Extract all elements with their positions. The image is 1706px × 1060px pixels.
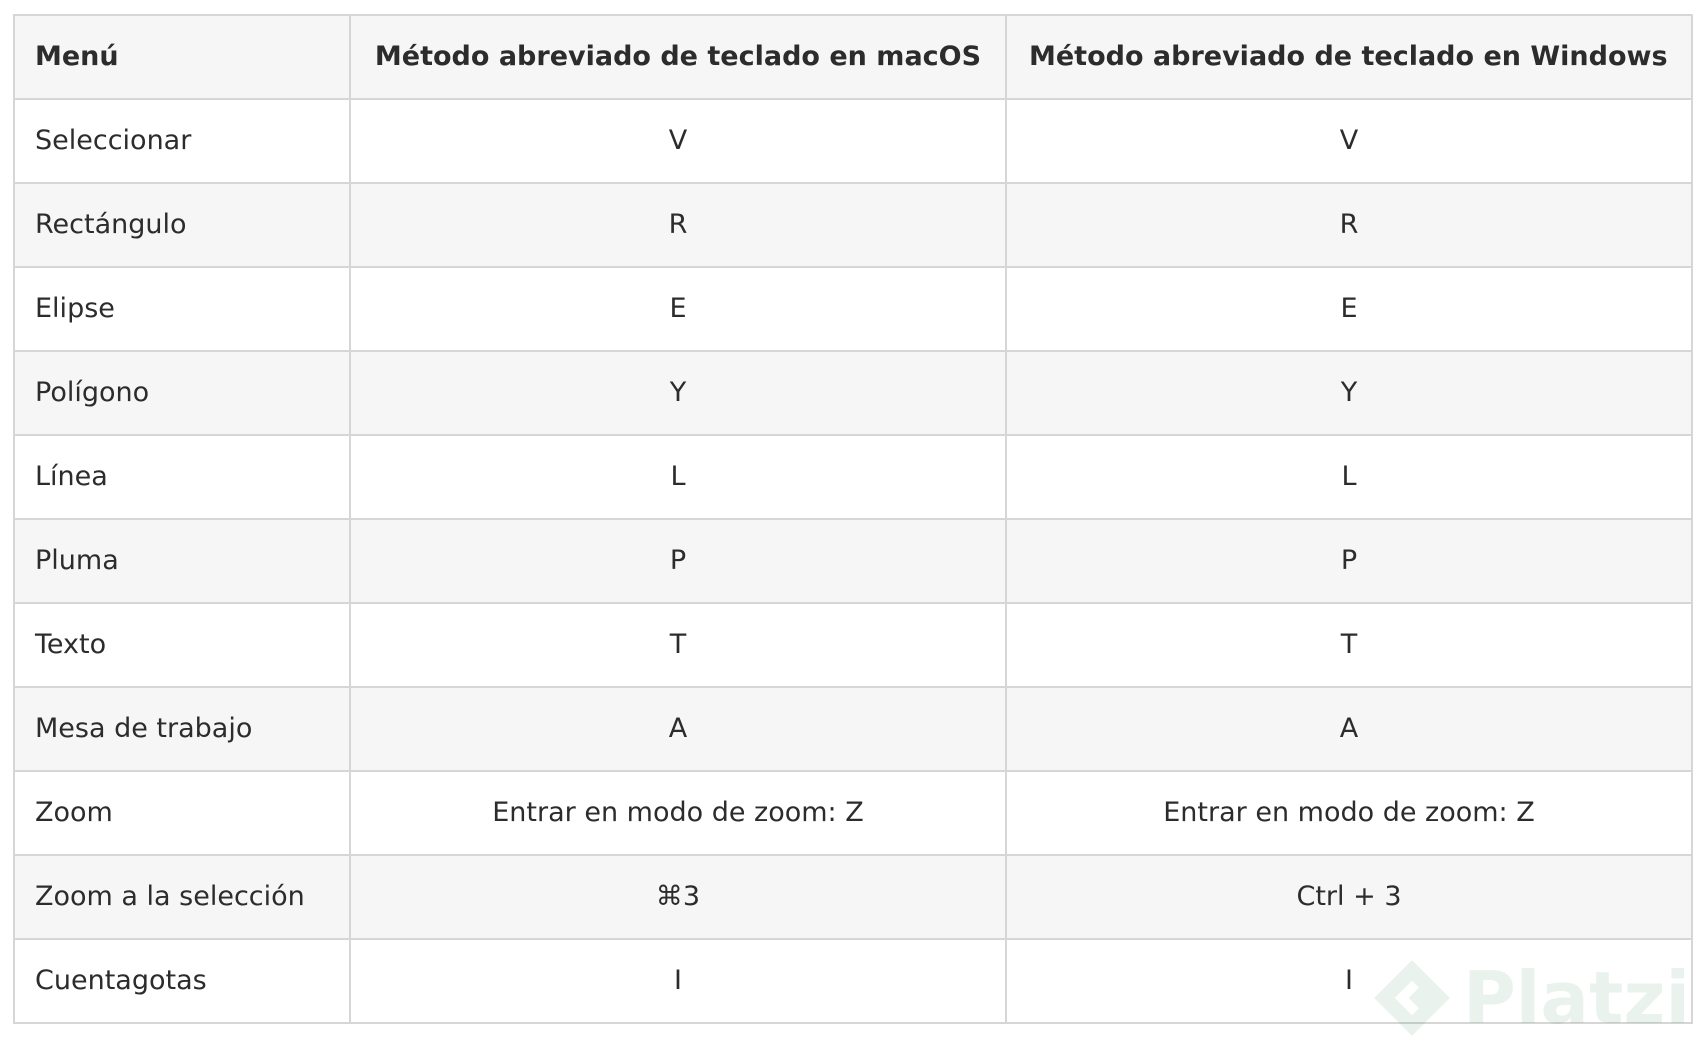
windows-shortcut-cell: A — [1006, 687, 1692, 771]
windows-shortcut-cell: T — [1006, 603, 1692, 687]
menu-cell: Polígono — [14, 351, 350, 435]
windows-shortcut-cell: E — [1006, 267, 1692, 351]
macos-shortcut-cell: P — [350, 519, 1006, 603]
menu-cell: Cuentagotas — [14, 939, 350, 1023]
table-row — [14, 267, 1692, 351]
windows-shortcut-cell: L — [1006, 435, 1692, 519]
menu-cell: Mesa de trabajo — [14, 687, 350, 771]
menu-cell: Zoom a la selección — [14, 855, 350, 939]
menu-cell: Rectángulo — [14, 183, 350, 267]
table-row — [14, 939, 1692, 1023]
macos-shortcut-cell: ⌘3 — [350, 855, 1006, 939]
macos-shortcut-cell: L — [350, 435, 1006, 519]
table-row — [14, 183, 1692, 267]
header-menu: Menú — [14, 15, 350, 99]
header-macos: Método abreviado de teclado en macOS — [350, 15, 1006, 99]
table-row — [14, 519, 1692, 603]
header-windows: Método abreviado de teclado en Windows — [1006, 15, 1692, 99]
windows-shortcut-cell: Ctrl + 3 — [1006, 855, 1692, 939]
menu-cell: Pluma — [14, 519, 350, 603]
windows-shortcut-cell: Y — [1006, 351, 1692, 435]
menu-cell: Línea — [14, 435, 350, 519]
macos-shortcut-cell: V — [350, 99, 1006, 183]
macos-shortcut-cell: R — [350, 183, 1006, 267]
macos-shortcut-cell: Y — [350, 351, 1006, 435]
macos-shortcut-cell: T — [350, 603, 1006, 687]
macos-shortcut-cell: A — [350, 687, 1006, 771]
macos-shortcut-cell: Entrar en modo de zoom: Z — [350, 771, 1006, 855]
table-row — [14, 435, 1692, 519]
menu-cell: Texto — [14, 603, 350, 687]
windows-shortcut-cell: P — [1006, 519, 1692, 603]
table-row — [14, 771, 1692, 855]
windows-shortcut-cell: R — [1006, 183, 1692, 267]
menu-cell: Elipse — [14, 267, 350, 351]
table-row — [14, 603, 1692, 687]
table-header-row — [14, 15, 1692, 99]
menu-cell: Seleccionar — [14, 99, 350, 183]
macos-shortcut-cell: E — [350, 267, 1006, 351]
windows-shortcut-cell: V — [1006, 99, 1692, 183]
table-row — [14, 687, 1692, 771]
shortcuts-table — [13, 14, 1693, 1024]
windows-shortcut-cell: Entrar en modo de zoom: Z — [1006, 771, 1692, 855]
table-row — [14, 99, 1692, 183]
table-row — [14, 351, 1692, 435]
menu-cell: Zoom — [14, 771, 350, 855]
macos-shortcut-cell: I — [350, 939, 1006, 1023]
windows-shortcut-cell: I — [1006, 939, 1692, 1023]
table-row — [14, 855, 1692, 939]
